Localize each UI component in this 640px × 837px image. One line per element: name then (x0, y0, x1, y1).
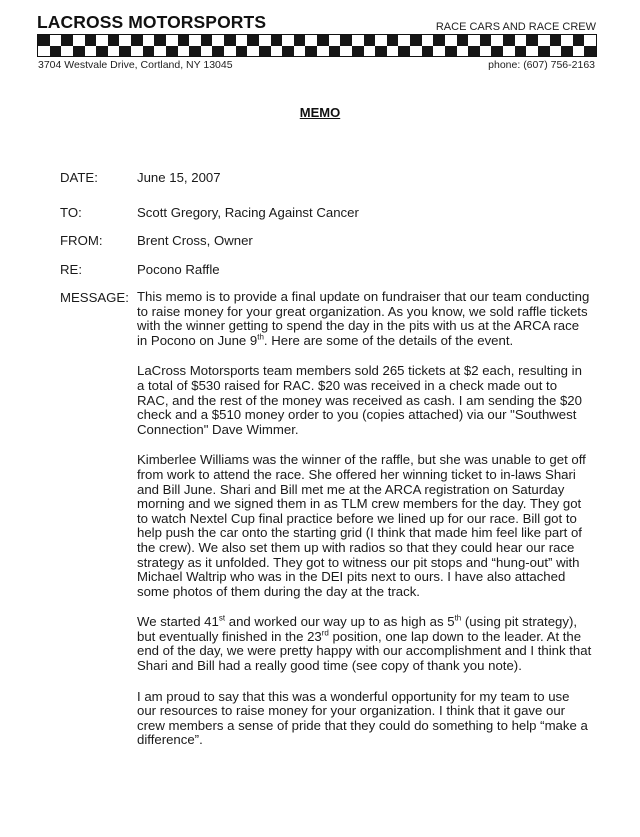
checker-square (573, 35, 585, 46)
checker-square (38, 35, 50, 46)
checker-square (584, 46, 596, 57)
to-label: TO: (60, 205, 82, 220)
checker-square (271, 35, 283, 46)
checker-square (294, 35, 306, 46)
checker-square (480, 46, 492, 57)
checker-square (526, 35, 538, 46)
checker-square (503, 46, 515, 57)
checker-square (305, 35, 317, 46)
memo-title: MEMO (299, 105, 341, 120)
company-tagline: RACE CARS AND RACE CREW (435, 21, 596, 33)
checker-square (317, 35, 329, 46)
checker-square (108, 35, 120, 46)
checker-square (491, 35, 503, 46)
checker-square (224, 35, 236, 46)
company-phone: phone: (607) 756-2163 (488, 59, 595, 71)
checker-square (154, 46, 166, 57)
checker-square (538, 46, 550, 57)
checker-square (38, 46, 50, 57)
checker-square (352, 46, 364, 57)
p1-text-a: This memo is to provide a final update on fundraiser that our team conducting to raise money for your great organization. As you know, we sold raffle tickets with the winner getting to spend the day in the pits with us at the ARCA race in Pocono on June 9 (137, 289, 590, 348)
checker-square (212, 35, 224, 46)
checker-square (73, 46, 85, 57)
checker-square (131, 46, 143, 57)
message-paragraph-3: Kimberlee Williams was the winner of the raffle, but she was unable to get off from work to attend the race. She offered her winning ticket to in-laws Shari and Bill June. Shari and Bill met me at the ARCA registration on Saturday morning and we signed them in as TLM crew members for the day. They got to watch Nextel Cup final practice before we lined up for our race. Bill got to help push the car onto the starting grid (I think that made him feel like part of the crew). We also set them up with radios so that they could hear our race strategy as it unfolded. They got to witness our pit stops and “hung-out” with Michael Waltrip who was in the DEI pits next to ours. I have also attached some photos of them during the day at the track. (137, 452, 586, 599)
checker-square (247, 35, 259, 46)
message-paragraph-2: LaCross Motorsports team members sold 265 tickets at $2 each, resulting in a total of $530 raised for RAC. $20 was received in a check made out to RAC, and the rest of the money was received as cash. I am sending the $20 check and a $510 money order to you (copies attached) via our "Southwest Connection" Dave Wimmer. (137, 363, 582, 437)
checker-square (410, 35, 422, 46)
p4-text-a: We started 41 (137, 614, 219, 630)
p4-text-d: position, one lap down to the leader. At the end of the day, we were pretty happy with our accomplishment and I think that Shari and Bill had a really good time (see copy of thank you note). (137, 628, 592, 674)
checker-square (375, 35, 387, 46)
checker-square (584, 35, 596, 46)
to-value: Scott Gregory, Racing Against Cancer (137, 205, 359, 220)
message-paragraph-1 (137, 290, 592, 348)
checker-square (491, 46, 503, 57)
checker-square (433, 46, 445, 57)
checker-square (398, 46, 410, 57)
checker-square (550, 35, 562, 46)
checker-square (433, 35, 445, 46)
checker-square (375, 46, 387, 57)
checker-square (317, 46, 329, 57)
checker-square (50, 35, 62, 46)
company-name: LACROSS MOTORSPORTS (37, 12, 267, 32)
checker-square (515, 35, 527, 46)
checker-square (550, 46, 562, 57)
checker-square (96, 46, 108, 57)
checker-square (259, 46, 271, 57)
re-label: RE: (60, 262, 82, 277)
checker-square (201, 35, 213, 46)
checker-square (259, 35, 271, 46)
message-paragraph-5: I am proud to say that this was a wonderful opportunity for my team to use our resources to raise money for your organization. I think that it gave our crew members a sense of pride that they could do something to help “make a difference”. (137, 688, 588, 748)
message-label: MESSAGE: (60, 290, 129, 305)
checker-square (143, 35, 155, 46)
checker-square (445, 46, 457, 57)
checker-square (387, 46, 399, 57)
checker-square (166, 35, 178, 46)
checker-square (61, 46, 73, 57)
checker-square (189, 35, 201, 46)
checker-square (131, 35, 143, 46)
checker-square (480, 35, 492, 46)
p4-sup-2: th (454, 613, 462, 623)
message-paragraph-4 (137, 615, 592, 673)
checker-square (352, 35, 364, 46)
checker-square (364, 46, 376, 57)
checker-square (236, 35, 248, 46)
checker-square (178, 35, 190, 46)
p4-sup-3: rd (321, 628, 329, 638)
checker-square (526, 46, 538, 57)
checker-square (329, 35, 341, 46)
checker-square (108, 46, 120, 57)
checker-square (166, 46, 178, 57)
checker-square (236, 46, 248, 57)
checker-square (119, 46, 131, 57)
checker-square (85, 35, 97, 46)
checker-square (422, 46, 434, 57)
checker-square (189, 46, 201, 57)
from-value: Brent Cross, Owner (137, 233, 253, 248)
checker-square (457, 46, 469, 57)
checker-square (340, 46, 352, 57)
p1-text-b: . Here are some of the details of the event. (263, 332, 514, 348)
checker-square (457, 35, 469, 46)
checker-square (50, 46, 62, 57)
date-label: DATE: (60, 170, 98, 185)
checker-square (468, 35, 480, 46)
checker-square (282, 46, 294, 57)
checker-square (271, 46, 283, 57)
checker-square (538, 35, 550, 46)
checker-square (61, 35, 73, 46)
checker-square (294, 46, 306, 57)
checker-square (515, 46, 527, 57)
checker-square (340, 35, 352, 46)
checker-square (398, 35, 410, 46)
checker-square (154, 35, 166, 46)
checker-square (119, 35, 131, 46)
p4-text-c: (using pit strategy), but eventually finished in the 23 (137, 614, 578, 644)
p1-sup: th (257, 332, 264, 342)
checker-square (503, 35, 515, 46)
checker-square (96, 35, 108, 46)
checker-square (73, 35, 85, 46)
checker-square (573, 46, 585, 57)
message-body (137, 290, 592, 764)
checker-square (410, 46, 422, 57)
from-label: FROM: (60, 233, 103, 248)
checker-square (422, 35, 434, 46)
p4-text-b: and worked our way up to as high as 5 (225, 614, 455, 630)
p4-sup-1: st (218, 613, 226, 623)
company-address: 3704 Westvale Drive, Cortland, NY 13045 (38, 59, 233, 71)
checker-square (364, 35, 376, 46)
checker-square (561, 46, 573, 57)
checker-square (247, 46, 259, 57)
checker-square (224, 46, 236, 57)
checker-square (329, 46, 341, 57)
checkered-flag-bar (37, 34, 597, 57)
checker-square (212, 46, 224, 57)
checker-square (143, 46, 155, 57)
checker-square (387, 35, 399, 46)
checker-square (201, 46, 213, 57)
checker-square (561, 35, 573, 46)
checker-square (282, 35, 294, 46)
date-value: June 15, 2007 (137, 170, 221, 185)
checker-square (305, 46, 317, 57)
checker-square (178, 46, 190, 57)
re-value: Pocono Raffle (137, 262, 220, 277)
checker-square (445, 35, 457, 46)
checker-square (468, 46, 480, 57)
checker-square (85, 46, 97, 57)
